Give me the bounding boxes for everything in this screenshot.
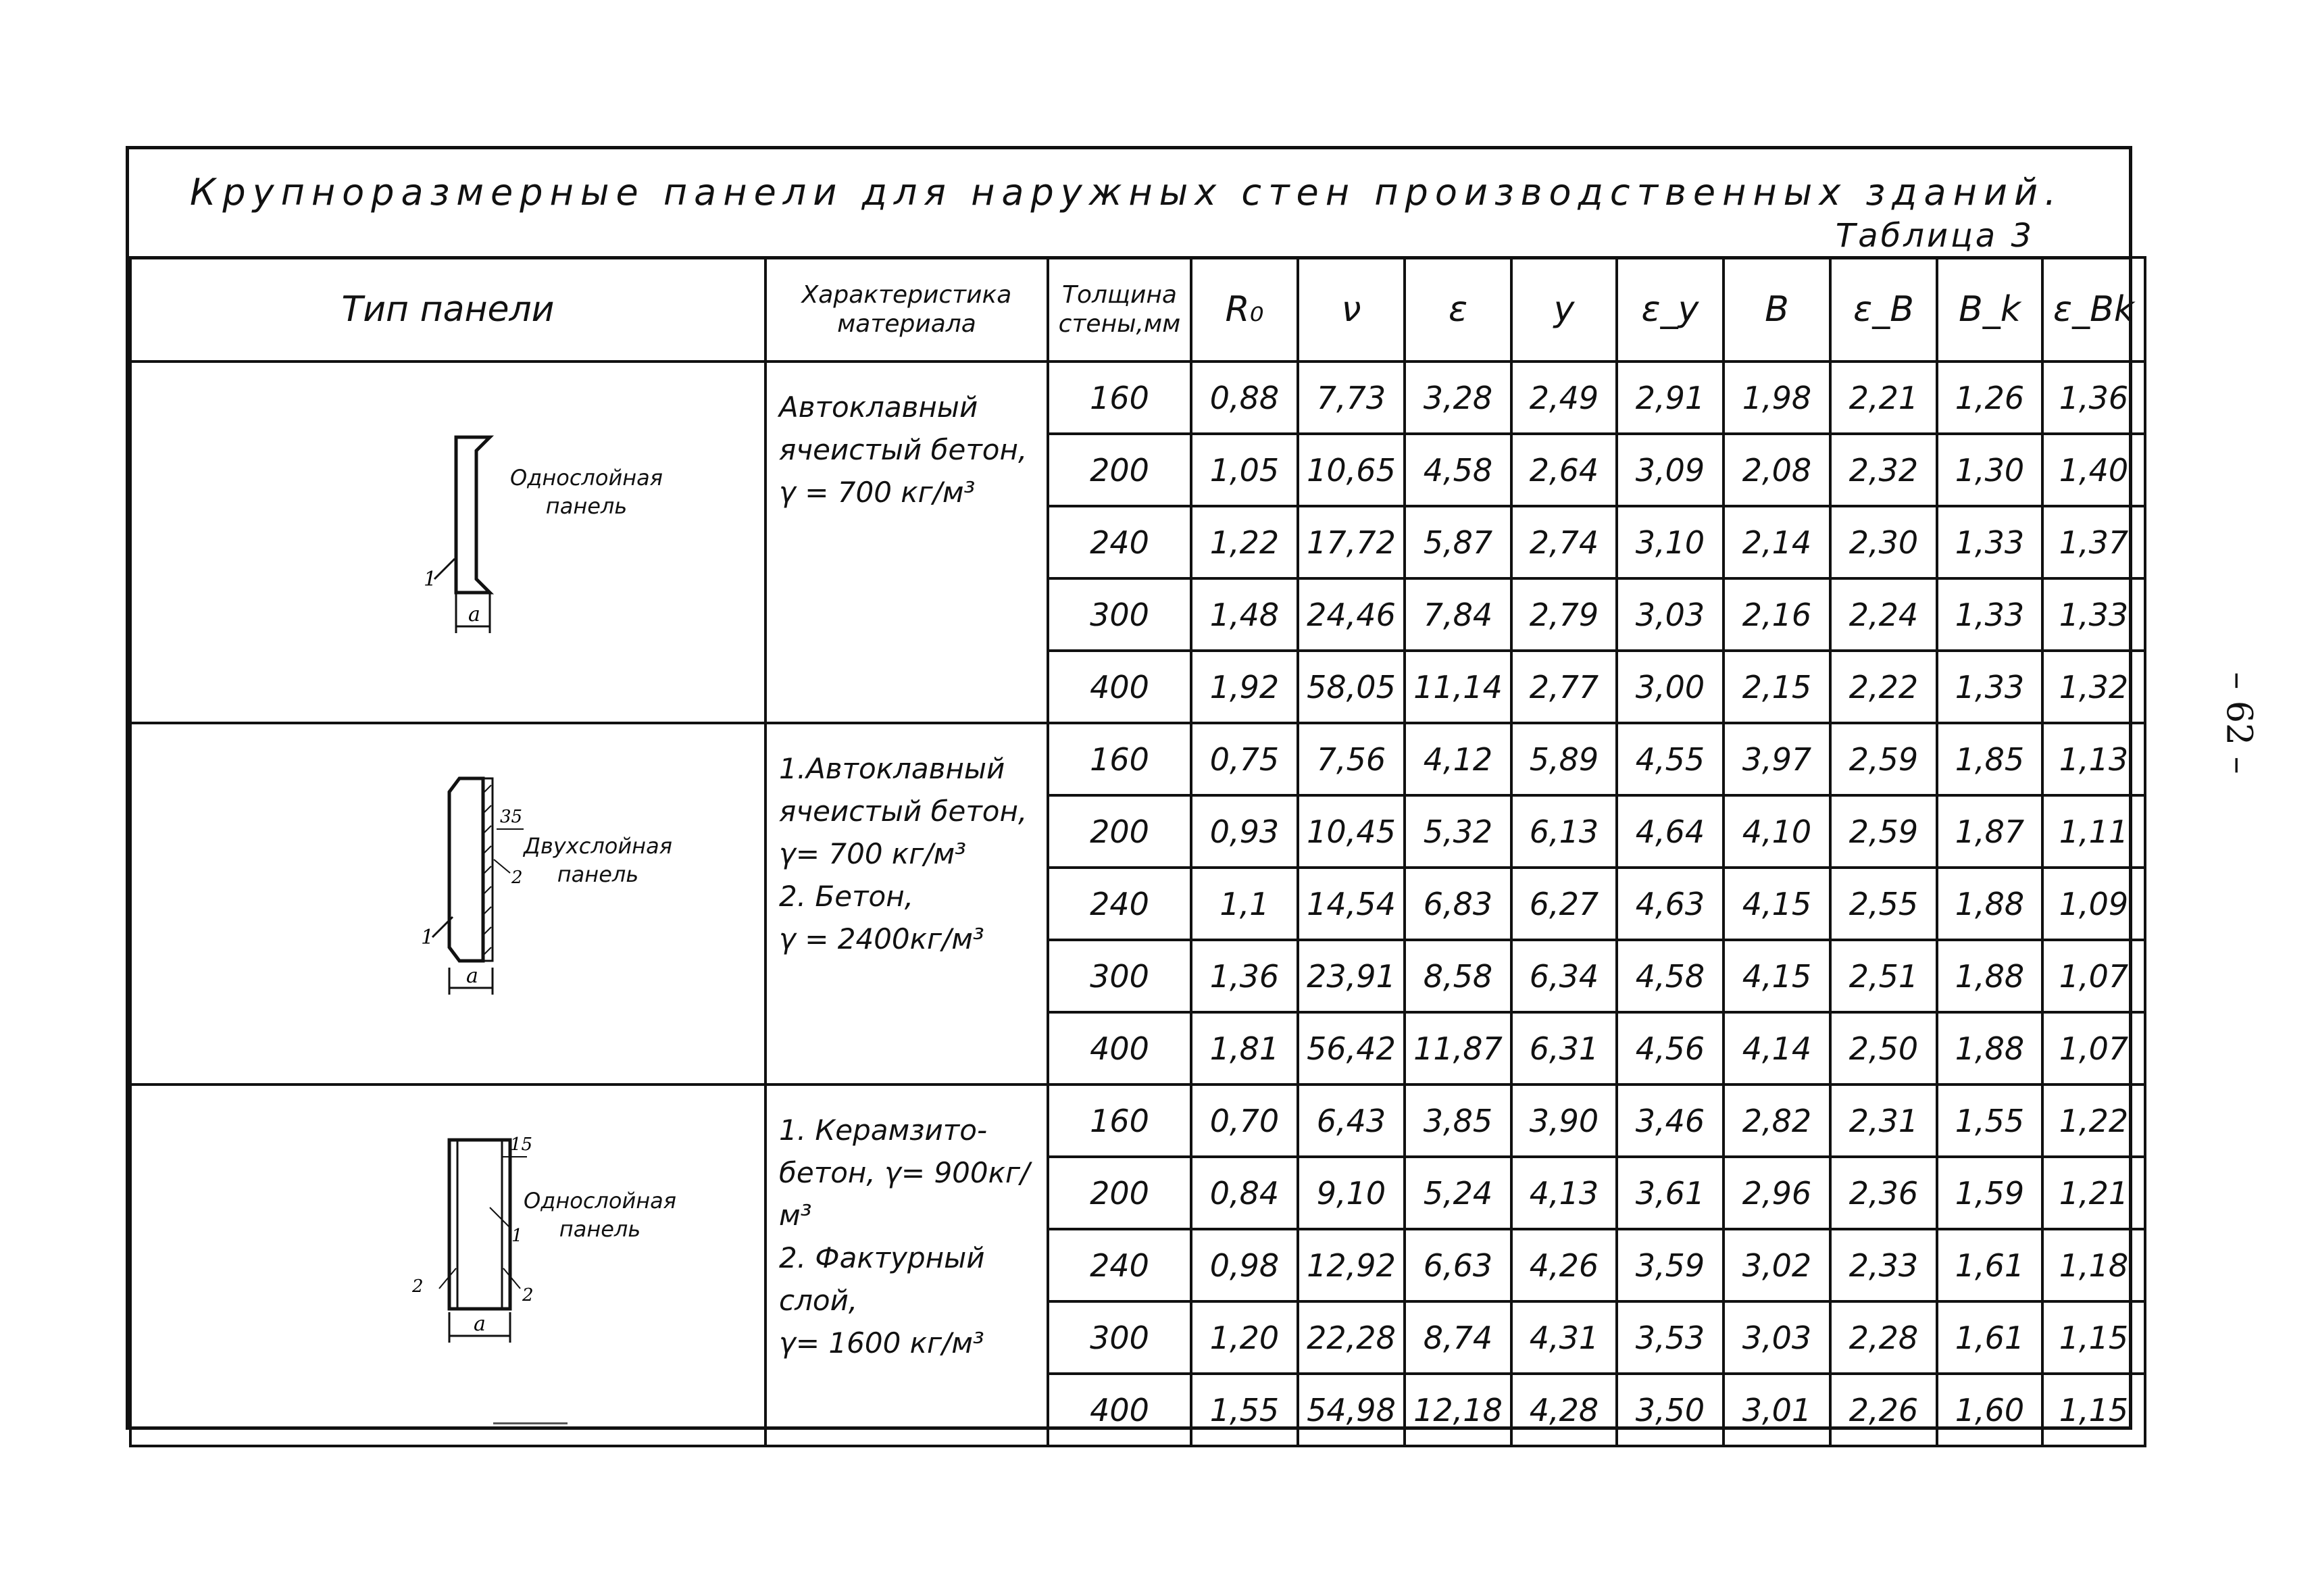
material-cell xyxy=(765,361,1048,723)
value-cell: 22,28 xyxy=(1298,1301,1405,1374)
table-body xyxy=(130,361,2145,1446)
value-cell: 11,87 xyxy=(1405,1012,1511,1084)
value-cell: 3,03 xyxy=(1617,578,1724,651)
panel-type-cell xyxy=(130,1084,765,1446)
value-cell: 2,14 xyxy=(1724,506,1830,578)
page-number: – 62 – xyxy=(2218,672,2259,774)
table-frame xyxy=(126,146,2132,1430)
value-cell: 1,15 xyxy=(2042,1374,2145,1446)
sketch-label: 1 xyxy=(421,926,434,949)
header-param: B_k xyxy=(1937,257,2042,361)
value-cell: 4,56 xyxy=(1617,1012,1724,1084)
value-cell: 1,15 xyxy=(2042,1301,2145,1374)
value-cell: 1,33 xyxy=(1937,651,2042,723)
material-line: γ = 2400кг/м³ xyxy=(779,922,984,955)
header-thickness xyxy=(1048,257,1191,361)
thickness-cell: 400 xyxy=(1048,1374,1191,1446)
value-cell: 6,43 xyxy=(1298,1084,1405,1157)
panel-name-line: Двухслойная xyxy=(524,833,672,859)
header-param: R₀ xyxy=(1191,257,1298,361)
value-cell: 1,92 xyxy=(1191,651,1298,723)
panel-name-line: панель xyxy=(559,1216,641,1242)
value-cell: 3,00 xyxy=(1617,651,1724,723)
value-cell: 1,59 xyxy=(1937,1157,2042,1229)
value-cell: 5,32 xyxy=(1405,795,1511,868)
value-cell: 2,15 xyxy=(1724,651,1830,723)
material-line: ячеистый бетон, xyxy=(779,433,1028,466)
thickness-cell: 160 xyxy=(1048,1084,1191,1157)
header-material-line: Характеристика xyxy=(801,280,1012,309)
value-cell: 4,63 xyxy=(1617,868,1724,940)
value-cell: 3,59 xyxy=(1617,1229,1724,1301)
value-cell: 7,56 xyxy=(1298,723,1405,795)
value-cell: 3,10 xyxy=(1617,506,1724,578)
value-cell: 3,53 xyxy=(1617,1301,1724,1374)
header-param: B xyxy=(1724,257,1830,361)
value-cell: 14,54 xyxy=(1298,868,1405,940)
value-cell: 1,55 xyxy=(1937,1084,2042,1157)
title-row xyxy=(129,149,2129,259)
value-cell: 1,18 xyxy=(2042,1229,2145,1301)
value-cell: 2,24 xyxy=(1830,578,1937,651)
value-cell: 5,89 xyxy=(1511,723,1617,795)
value-cell: 2,91 xyxy=(1617,361,1724,434)
value-cell: 4,58 xyxy=(1617,940,1724,1012)
value-cell: 1,61 xyxy=(1937,1301,2042,1374)
sketch-label: 2 xyxy=(522,1285,534,1305)
value-cell: 1,13 xyxy=(2042,723,2145,795)
sketch-label: a xyxy=(474,1312,486,1336)
value-cell: 4,15 xyxy=(1724,940,1830,1012)
thickness-cell: 200 xyxy=(1048,795,1191,868)
value-cell: 2,82 xyxy=(1724,1084,1830,1157)
table-title: Крупноразмерные панели для наружных стен производственных зданий. xyxy=(190,171,2063,214)
value-cell: 2,36 xyxy=(1830,1157,1937,1229)
value-cell: 1,26 xyxy=(1937,361,2042,434)
sketch-label: 15 xyxy=(510,1134,533,1155)
value-cell: 3,61 xyxy=(1617,1157,1724,1229)
panel-name-line: панель xyxy=(557,861,639,887)
value-cell: 1,33 xyxy=(2042,578,2145,651)
value-cell: 9,10 xyxy=(1298,1157,1405,1229)
thickness-cell: 240 xyxy=(1048,506,1191,578)
panel-name-line: панель xyxy=(545,493,628,519)
value-cell: 1,36 xyxy=(2042,361,2145,434)
value-cell: 3,50 xyxy=(1617,1374,1724,1446)
value-cell: 3,85 xyxy=(1405,1084,1511,1157)
value-cell: 2,50 xyxy=(1830,1012,1937,1084)
header-thickness-line: стены,мм xyxy=(1058,310,1181,338)
value-cell: 6,63 xyxy=(1405,1229,1511,1301)
value-cell: 1,33 xyxy=(1937,506,2042,578)
value-cell: 1,88 xyxy=(1937,1012,2042,1084)
material-line: 2. Фактурный xyxy=(779,1241,985,1274)
thickness-cell: 300 xyxy=(1048,1301,1191,1374)
value-cell: 1,07 xyxy=(2042,940,2145,1012)
material-line: 2. Бетон, xyxy=(779,880,914,913)
value-cell: 24,46 xyxy=(1298,578,1405,651)
thickness-cell: 200 xyxy=(1048,1157,1191,1229)
value-cell: 4,12 xyxy=(1405,723,1511,795)
value-cell: 2,28 xyxy=(1830,1301,1937,1374)
value-cell: 4,26 xyxy=(1511,1229,1617,1301)
thickness-cell: 240 xyxy=(1048,1229,1191,1301)
thickness-cell: 300 xyxy=(1048,940,1191,1012)
value-cell: 54,98 xyxy=(1298,1374,1405,1446)
value-cell: 1,1 xyxy=(1191,868,1298,940)
header-type: Тип панели xyxy=(130,257,765,361)
material-line: γ = 700 кг/м³ xyxy=(779,476,976,509)
material-line: γ= 700 кг/м³ xyxy=(779,837,967,870)
thickness-cell: 400 xyxy=(1048,651,1191,723)
value-cell: 1,33 xyxy=(1937,578,2042,651)
value-cell: 1,36 xyxy=(1191,940,1298,1012)
thickness-cell: 400 xyxy=(1048,1012,1191,1084)
sketch-label: 2 xyxy=(412,1276,424,1297)
header-material-line: материала xyxy=(837,310,976,338)
thickness-cell: 160 xyxy=(1048,361,1191,434)
value-cell: 11,14 xyxy=(1405,651,1511,723)
value-cell: 4,58 xyxy=(1405,434,1511,506)
material-line: γ= 1600 кг/м³ xyxy=(779,1326,984,1360)
material-line: 1.Автоклавный xyxy=(779,752,1005,785)
value-cell: 1,37 xyxy=(2042,506,2145,578)
value-cell: 12,18 xyxy=(1405,1374,1511,1446)
value-cell: 5,24 xyxy=(1405,1157,1511,1229)
value-cell: 1,88 xyxy=(1937,940,2042,1012)
header-param: ε_Bk xyxy=(2042,257,2145,361)
value-cell: 2,30 xyxy=(1830,506,1937,578)
material-line: 1. Керамзито- xyxy=(779,1114,988,1147)
value-cell: 2,33 xyxy=(1830,1229,1937,1301)
value-cell: 1,20 xyxy=(1191,1301,1298,1374)
value-cell: 3,03 xyxy=(1724,1301,1830,1374)
material-line: слой, xyxy=(779,1284,858,1317)
header-param: ε xyxy=(1405,257,1511,361)
value-cell: 4,28 xyxy=(1511,1374,1617,1446)
material-cell xyxy=(765,1084,1048,1446)
value-cell: 10,45 xyxy=(1298,795,1405,868)
value-cell: 4,55 xyxy=(1617,723,1724,795)
value-cell: 12,92 xyxy=(1298,1229,1405,1301)
value-cell: 0,84 xyxy=(1191,1157,1298,1229)
value-cell: 1,98 xyxy=(1724,361,1830,434)
value-cell: 1,32 xyxy=(2042,651,2145,723)
value-cell: 2,96 xyxy=(1724,1157,1830,1229)
value-cell: 4,10 xyxy=(1724,795,1830,868)
value-cell: 1,11 xyxy=(2042,795,2145,868)
value-cell: 1,55 xyxy=(1191,1374,1298,1446)
material-line: бетон, γ= 900кг/м³ xyxy=(779,1156,1030,1232)
value-cell: 56,42 xyxy=(1298,1012,1405,1084)
value-cell: 7,84 xyxy=(1405,578,1511,651)
value-cell: 3,97 xyxy=(1724,723,1830,795)
value-cell: 6,27 xyxy=(1511,868,1617,940)
value-cell: 1,09 xyxy=(2042,868,2145,940)
sketch-label: 35 xyxy=(500,807,523,827)
value-cell: 2,51 xyxy=(1830,940,1937,1012)
value-cell: 3,09 xyxy=(1617,434,1724,506)
value-cell: 1,48 xyxy=(1191,578,1298,651)
value-cell: 1,60 xyxy=(1937,1374,2042,1446)
value-cell: 3,02 xyxy=(1724,1229,1830,1301)
value-cell: 4,31 xyxy=(1511,1301,1617,1374)
value-cell: 8,74 xyxy=(1405,1301,1511,1374)
value-cell: 1,85 xyxy=(1937,723,2042,795)
sketch-label: a xyxy=(466,964,478,988)
value-cell: 2,74 xyxy=(1511,506,1617,578)
value-cell: 3,28 xyxy=(1405,361,1511,434)
value-cell: 58,05 xyxy=(1298,651,1405,723)
panel-type-cell xyxy=(130,361,765,723)
panel-name xyxy=(510,464,663,520)
value-cell: 4,13 xyxy=(1511,1157,1617,1229)
value-cell: 1,22 xyxy=(1191,506,1298,578)
value-cell: 2,21 xyxy=(1830,361,1937,434)
panel-name xyxy=(524,832,672,889)
value-cell: 6,13 xyxy=(1511,795,1617,868)
value-cell: 2,79 xyxy=(1511,578,1617,651)
value-cell: 4,14 xyxy=(1724,1012,1830,1084)
value-cell: 1,88 xyxy=(1937,868,2042,940)
header-param: ε_B xyxy=(1830,257,1937,361)
header-material xyxy=(765,257,1048,361)
thickness-cell: 240 xyxy=(1048,868,1191,940)
table-row xyxy=(130,1084,2145,1157)
value-cell: 2,64 xyxy=(1511,434,1617,506)
value-cell: 2,77 xyxy=(1511,651,1617,723)
value-cell: 4,64 xyxy=(1617,795,1724,868)
table-label: Таблица 3 xyxy=(1835,217,2034,255)
header-param: y xyxy=(1511,257,1617,361)
value-cell: 2,26 xyxy=(1830,1374,1937,1446)
value-cell: 1,05 xyxy=(1191,434,1298,506)
bottom-mark xyxy=(493,1422,568,1424)
value-cell: 0,70 xyxy=(1191,1084,1298,1157)
material-line: Автоклавный xyxy=(779,391,978,424)
value-cell: 8,58 xyxy=(1405,940,1511,1012)
value-cell: 0,88 xyxy=(1191,361,1298,434)
value-cell: 3,01 xyxy=(1724,1374,1830,1446)
header-param: ε_y xyxy=(1617,257,1724,361)
value-cell: 2,55 xyxy=(1830,868,1937,940)
value-cell: 5,87 xyxy=(1405,506,1511,578)
value-cell: 1,87 xyxy=(1937,795,2042,868)
table-row xyxy=(130,723,2145,795)
value-cell: 2,59 xyxy=(1830,795,1937,868)
value-cell: 1,40 xyxy=(2042,434,2145,506)
value-cell: 2,16 xyxy=(1724,578,1830,651)
value-cell: 23,91 xyxy=(1298,940,1405,1012)
value-cell: 1,22 xyxy=(2042,1084,2145,1157)
value-cell: 2,49 xyxy=(1511,361,1617,434)
panel-name xyxy=(524,1187,676,1243)
value-cell: 2,31 xyxy=(1830,1084,1937,1157)
value-cell: 17,72 xyxy=(1298,506,1405,578)
data-table xyxy=(129,256,2146,1447)
panel-type-cell xyxy=(130,723,765,1084)
header-param: ν xyxy=(1298,257,1405,361)
table-row xyxy=(130,361,2145,434)
sketch-label: 1 xyxy=(424,568,437,591)
sketch-label: a xyxy=(468,603,480,626)
value-cell: 1,07 xyxy=(2042,1012,2145,1084)
value-cell: 0,75 xyxy=(1191,723,1298,795)
panel-name-line: Однослойная xyxy=(510,465,663,491)
value-cell: 1,30 xyxy=(1937,434,2042,506)
value-cell: 10,65 xyxy=(1298,434,1405,506)
value-cell: 1,81 xyxy=(1191,1012,1298,1084)
value-cell: 4,15 xyxy=(1724,868,1830,940)
value-cell: 2,22 xyxy=(1830,651,1937,723)
value-cell: 2,08 xyxy=(1724,434,1830,506)
header-thickness-line: Толщина xyxy=(1062,280,1177,309)
value-cell: 7,73 xyxy=(1298,361,1405,434)
sketch-label: 2 xyxy=(511,868,523,888)
thickness-cell: 300 xyxy=(1048,578,1191,651)
value-cell: 1,61 xyxy=(1937,1229,2042,1301)
value-cell: 1,21 xyxy=(2042,1157,2145,1229)
value-cell: 6,34 xyxy=(1511,940,1617,1012)
thickness-cell: 160 xyxy=(1048,723,1191,795)
value-cell: 0,98 xyxy=(1191,1229,1298,1301)
header-row xyxy=(130,257,2145,361)
material-cell xyxy=(765,723,1048,1084)
sketch-label: 1 xyxy=(511,1226,523,1246)
value-cell: 0,93 xyxy=(1191,795,1298,868)
value-cell: 3,46 xyxy=(1617,1084,1724,1157)
value-cell: 2,32 xyxy=(1830,434,1937,506)
value-cell: 6,31 xyxy=(1511,1012,1617,1084)
panel-name-line: Однослойная xyxy=(524,1188,677,1214)
value-cell: 6,83 xyxy=(1405,868,1511,940)
value-cell: 2,59 xyxy=(1830,723,1937,795)
value-cell: 3,90 xyxy=(1511,1084,1617,1157)
material-line: ячеистый бетон, xyxy=(779,795,1028,828)
thickness-cell: 200 xyxy=(1048,434,1191,506)
